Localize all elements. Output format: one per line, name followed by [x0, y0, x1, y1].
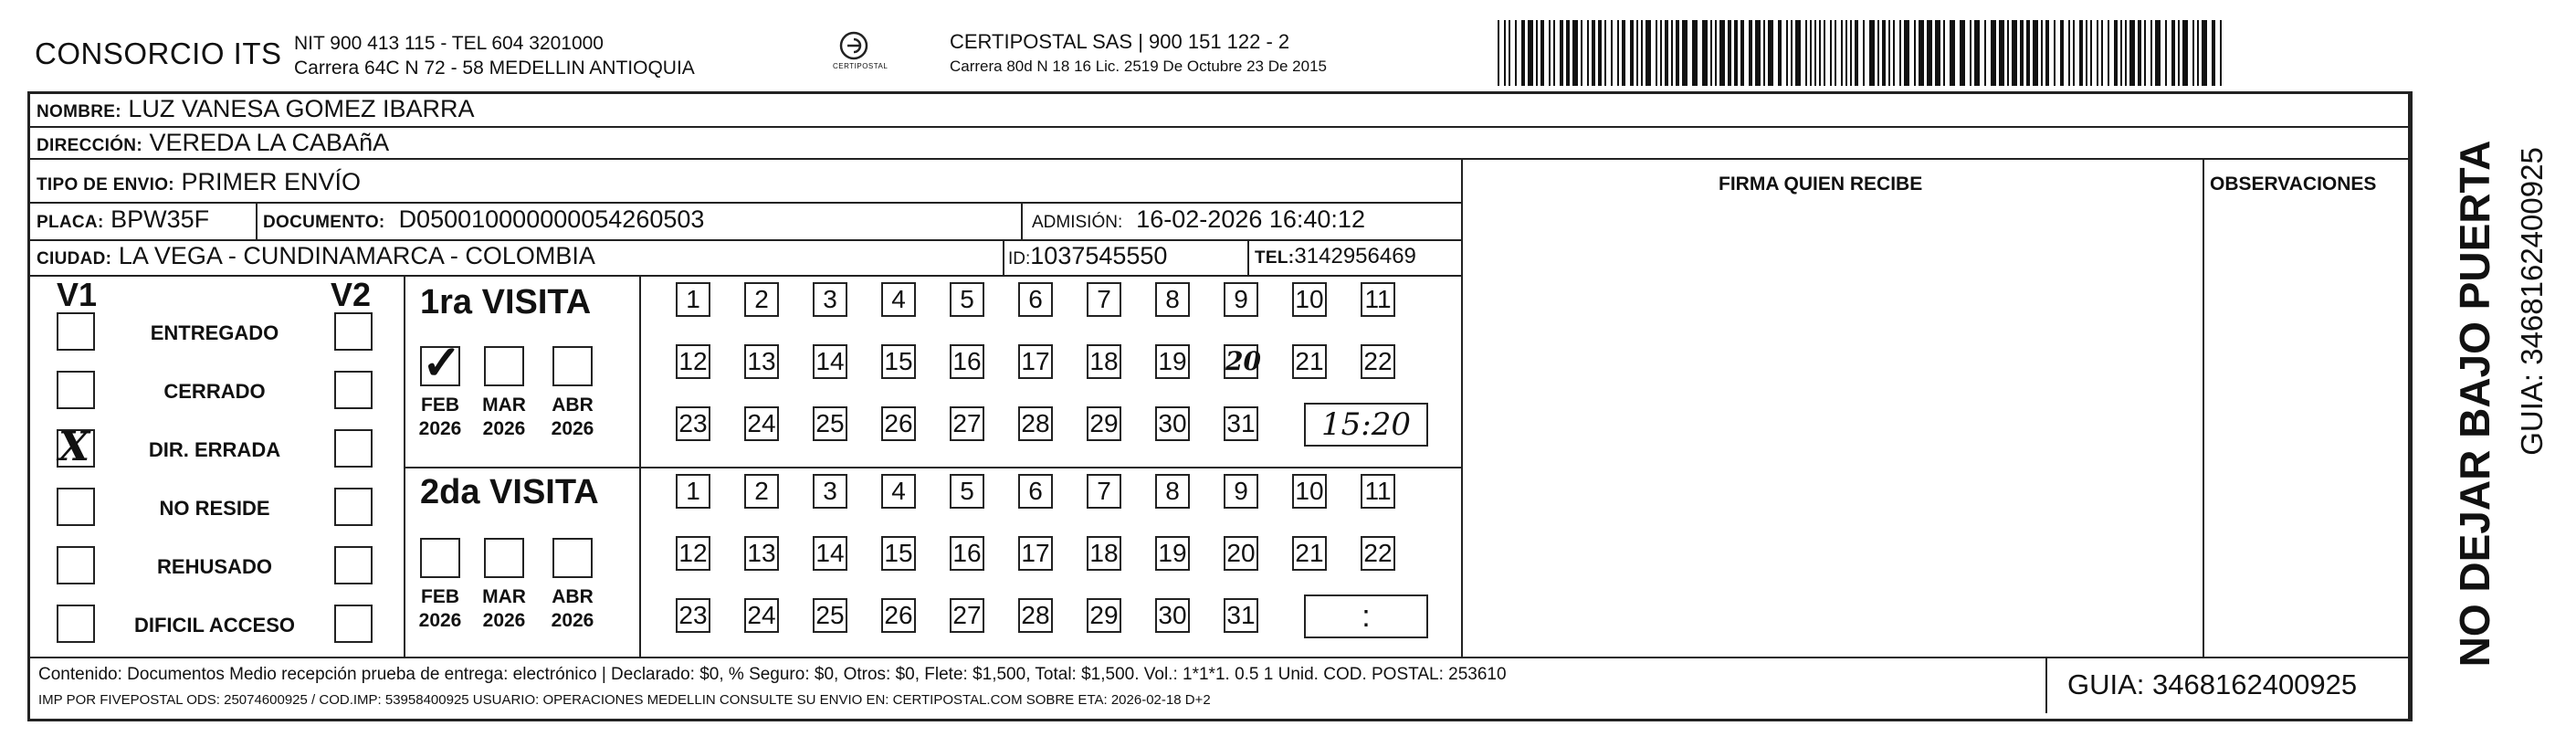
barcode-bar: [2101, 20, 2103, 86]
barcode-bar: [1702, 20, 1708, 86]
barcode-bar: [1553, 20, 1555, 86]
day-box: 24: [744, 406, 779, 441]
barcode-bar: [1795, 20, 1801, 86]
month-name: MAR: [482, 586, 526, 607]
month-name: MAR: [482, 395, 526, 416]
admision-field: ADMISIÓN: 16-02-2026 16:40:12: [1032, 205, 1365, 233]
month-name: ABR: [552, 395, 594, 416]
barcode-bar: [1515, 20, 1517, 86]
barcode-bar: [2097, 20, 2098, 86]
status-option-label: DIFICIL ACCESO: [133, 614, 295, 637]
barcode-bar: [1943, 20, 1945, 86]
month-year: 2026: [482, 418, 526, 439]
certi-line2: Carrera 80d N 18 16 Lic. 2519 De Octubre 23 De 2015: [950, 58, 1327, 75]
status-option-label: NO RESIDE: [159, 497, 270, 520]
barcode-bar: [1814, 20, 1816, 86]
direccion-field: DIRECCIÓN: VEREDA LA CABAñA: [37, 129, 390, 156]
barcode-bar: [2212, 20, 2215, 86]
day-box: 22: [1361, 344, 1395, 379]
certipostal-info: [950, 29, 1327, 79]
v2-checkbox: [334, 312, 373, 351]
barcode-bar: [1598, 20, 1602, 86]
row-divider: [27, 126, 2411, 128]
month-year: 2026: [482, 610, 526, 631]
month-label: [477, 394, 531, 441]
barcode-bar: [1869, 20, 1875, 86]
day-box: 7: [1087, 282, 1121, 317]
v1-checkbox: [57, 605, 95, 643]
barcode-bar: [1768, 20, 1773, 86]
barcode-bar: [2178, 20, 2180, 86]
v2-label: V2: [331, 276, 372, 313]
barcode-bar: [1960, 20, 1965, 86]
v1-handwritten-mark: X: [58, 424, 90, 470]
day-box: 30: [1155, 598, 1190, 633]
col-divider: [1247, 239, 1249, 275]
barcode-bar: [1728, 20, 1731, 86]
barcode-bar: [1630, 20, 1634, 86]
barcode-bar: [1572, 20, 1578, 86]
placa-field: PLACA: BPW35F: [37, 205, 210, 233]
month-label: [413, 585, 468, 633]
ciudad-field: CIUDAD: LA VEGA - CUNDINAMARCA - COLOMBIA: [37, 242, 595, 269]
barcode-bar: [1617, 20, 1619, 86]
month-label: [545, 394, 600, 441]
barcode-bar: [1665, 20, 1668, 86]
barcode-bar: [2138, 20, 2141, 86]
col-divider: [2411, 91, 2413, 721]
day-box: 9: [1224, 282, 1258, 317]
status-option-label: DIR. ERRADA: [148, 438, 281, 461]
barcode-bar: [1805, 20, 1807, 86]
barcode-bar: [1845, 20, 1847, 86]
barcode-bar: [2041, 20, 2043, 86]
day-box: 4: [881, 474, 916, 509]
barcode-bar: [2060, 20, 2064, 86]
time-box: :: [1304, 594, 1428, 638]
day-box: 1: [676, 282, 710, 317]
day-box: 8: [1155, 474, 1190, 509]
day-box: 12: [676, 344, 710, 379]
v1-checkbox: [57, 488, 95, 526]
day-box: 18: [1087, 344, 1121, 379]
barcode-bar: [2197, 20, 2199, 86]
col-divider: [1461, 158, 1463, 657]
barcode-bar: [2120, 20, 2122, 86]
day-box: 21: [1292, 536, 1327, 571]
barcode-bar: [1919, 20, 1924, 86]
day-box: 4: [881, 282, 916, 317]
nit-line: NIT 900 413 115 - TEL 604 3201000: [294, 33, 604, 54]
barcode-bar: [1877, 20, 1879, 86]
day-box: 6: [1018, 474, 1053, 509]
barcode-bar: [1656, 20, 1657, 86]
barcode-bar: [1521, 20, 1525, 86]
col-divider: [404, 275, 405, 657]
day-box: 11: [1361, 474, 1395, 509]
barcode-bar: [2129, 20, 2135, 86]
guia-footer: GUIA: 3468162400925: [2045, 658, 2403, 713]
col-divider: [1003, 239, 1004, 275]
barcode-bar: [1592, 20, 1595, 86]
barcode-bar: [2165, 20, 2167, 86]
col-divider: [256, 202, 258, 239]
barcode-bar: [1719, 20, 1725, 86]
row-divider: [404, 467, 1461, 468]
day-box: 3: [813, 282, 847, 317]
barcode-bar: [1970, 20, 1971, 86]
barcode-bar: [2045, 20, 2049, 86]
visit1-title: 1ra VISITA: [420, 283, 592, 321]
barcode-bar: [1991, 20, 1996, 86]
day-box: 9: [1224, 474, 1258, 509]
barcode-bar: [1749, 20, 1752, 86]
tel-field: TEL:3142956469: [1255, 244, 1416, 268]
day-box: 10: [1292, 282, 1327, 317]
v2-checkbox: [334, 488, 373, 526]
barcode-bar: [1810, 20, 1812, 86]
day-box: 10: [1292, 474, 1327, 509]
barcode-bar: [1710, 20, 1712, 86]
barcode-bar: [1830, 20, 1832, 86]
month-year: 2026: [418, 610, 462, 631]
status-option-label: CERRADO: [163, 380, 266, 403]
day-box: 16: [950, 344, 984, 379]
day-box: 23: [676, 406, 710, 441]
barcode-bar: [1786, 20, 1788, 86]
id-field: ID:1037545550: [1008, 242, 1168, 269]
barcode-bar: [2108, 20, 2109, 86]
barcode-bar: [1791, 20, 1793, 86]
day-box: 13: [744, 344, 779, 379]
barcode-bar: [1715, 20, 1717, 86]
month-name: FEB: [421, 395, 459, 416]
month-name: ABR: [552, 586, 594, 607]
barcode-bar: [1676, 20, 1679, 86]
day-box: 15: [881, 536, 916, 571]
visit2-title: 2da VISITA: [420, 473, 599, 511]
side-guia: GUIA: 3468162400925: [2515, 147, 2549, 456]
barcode-bar: [2182, 20, 2188, 86]
barcode-bar: [1504, 20, 1506, 86]
barcode-bar: [1740, 20, 1744, 86]
barcode-bar: [1755, 20, 1761, 86]
barcode-bar: [1778, 20, 1782, 86]
barcode-bar: [1540, 20, 1544, 86]
barcode-bar: [2114, 20, 2118, 86]
barcode-bar: [2202, 20, 2207, 86]
barcode-bar: [2155, 20, 2161, 86]
month-label: [477, 585, 531, 633]
barcode-bar: [2020, 20, 2024, 86]
day-box: 23: [676, 598, 710, 633]
month-name: FEB: [421, 586, 459, 607]
row-divider: [27, 275, 1461, 277]
day-box: 16: [950, 536, 984, 571]
month-year: 2026: [551, 418, 594, 439]
barcode-bar: [1692, 20, 1698, 86]
barcode-bar: [1893, 20, 1895, 86]
barcode-bar: [1835, 20, 1836, 86]
day-box: 1: [676, 474, 710, 509]
barcode-bar: [1899, 20, 1901, 86]
barcode-bar: [1841, 20, 1843, 86]
documento-field: DOCUMENTO: D050010000000054260503: [263, 205, 705, 233]
barcode-bar: [1604, 20, 1606, 86]
barcode-bar: [1641, 20, 1643, 86]
barcode-bar: [1566, 20, 1570, 86]
day-box: 30: [1155, 406, 1190, 441]
day-box: 24: [744, 598, 779, 633]
barcode-bar: [2079, 20, 2083, 86]
day-box: 13: [744, 536, 779, 571]
month-label: [545, 585, 600, 633]
barcode-bar: [2068, 20, 2070, 86]
barcode-bar: [1560, 20, 1563, 86]
v2-checkbox: [334, 429, 373, 468]
barcode-bar: [2007, 20, 2009, 86]
month-checkbox: [420, 538, 460, 578]
day-box: 25: [813, 406, 847, 441]
barcode-bar: [2125, 20, 2127, 86]
month-checkmark-icon: ✓: [422, 335, 462, 391]
month-year: 2026: [418, 418, 462, 439]
barcode-bar: [1536, 20, 1538, 86]
observaciones-header: OBSERVACIONES: [2210, 174, 2377, 195]
barcode-bar: [1935, 20, 1940, 86]
no-dejar-warning: NO DEJAR BAJO PUERTA: [2451, 140, 2498, 668]
day-box: 31: [1224, 406, 1258, 441]
v2-checkbox: [334, 371, 373, 409]
day-box: 14: [813, 536, 847, 571]
barcode-bar: [1660, 20, 1662, 86]
barcode-bar: [1819, 20, 1821, 86]
day-box: 20: [1224, 344, 1258, 379]
barcode-bar: [1974, 20, 1980, 86]
day-box: 5: [950, 474, 984, 509]
day-box: 3: [813, 474, 847, 509]
barcode-bar: [1904, 20, 1909, 86]
day-box: 19: [1155, 344, 1190, 379]
day-box: 29: [1087, 406, 1121, 441]
address-line: Carrera 64C N 72 - 58 MEDELLIN ANTIOQUIA: [294, 58, 695, 79]
barcode-bar: [1581, 20, 1582, 86]
barcode-bar: [1850, 20, 1852, 86]
day-box: 14: [813, 344, 847, 379]
barcode-bar: [2171, 20, 2175, 86]
v1-checkbox: [57, 312, 95, 351]
barcode: [1498, 20, 2228, 86]
barcode-bar: [1863, 20, 1865, 86]
day-box: 27: [950, 598, 984, 633]
day-box: 26: [881, 406, 916, 441]
month-checkbox: [484, 346, 524, 386]
barcode-bar: [1636, 20, 1638, 86]
firma-header: FIRMA QUIEN RECIBE: [1719, 174, 1923, 195]
barcode-bar: [2012, 20, 2017, 86]
day-box: 28: [1018, 406, 1053, 441]
day-box: 26: [881, 598, 916, 633]
day-box: 2: [744, 282, 779, 317]
barcode-bar: [2090, 20, 2092, 86]
status-option-label: REHUSADO: [157, 555, 272, 578]
company-info: [294, 31, 695, 80]
day-box: 11: [1361, 282, 1395, 317]
barcode-bar: [1509, 20, 1510, 86]
barcode-bar: [2192, 20, 2194, 86]
barcode-bar: [1682, 20, 1688, 86]
barcode-bar: [1671, 20, 1673, 86]
day-box: 21: [1292, 344, 1327, 379]
barcode-bar: [1950, 20, 1955, 86]
status-option-label: ENTREGADO: [150, 321, 279, 344]
barcode-bar: [1984, 20, 1986, 86]
month-checkbox: [552, 538, 593, 578]
barcode-bar: [1927, 20, 1932, 86]
v2-checkbox: [334, 546, 373, 584]
barcode-bar: [1882, 20, 1886, 86]
barcode-bar: [1999, 20, 2004, 86]
day-box: 27: [950, 406, 984, 441]
v1-checkbox: [57, 371, 95, 409]
day-box: 17: [1018, 536, 1053, 571]
col-divider: [639, 275, 641, 657]
form-frame: [27, 91, 2411, 721]
barcode-bar: [1824, 20, 1825, 86]
day-box: 20: [1224, 536, 1258, 571]
tipo-envio-field: TIPO DE ENVIO: PRIMER ENVÍO: [37, 168, 361, 195]
day-box: 25: [813, 598, 847, 633]
month-checkbox: [552, 346, 593, 386]
barcode-bar: [1763, 20, 1765, 86]
v2-checkbox: [334, 605, 373, 643]
v1-checkbox: [57, 546, 95, 584]
barcode-bar: [1914, 20, 1916, 86]
barcode-bar: [2150, 20, 2152, 86]
barcode-bar: [2220, 20, 2222, 86]
day-box: 6: [1018, 282, 1053, 317]
month-checkbox: [484, 538, 524, 578]
footer-content-line: Contenido: Documentos Medio recepción prueba de entrega: electrónico | Declarado: $0, % Seguro: $0, Otros: $0, Flete: $1,500, Total: $1,500. Vol.: 1*1*1. 0.5 1 Unid. COD. POSTAL: 253610: [38, 665, 1507, 684]
day-box: 2: [744, 474, 779, 509]
row-divider: [27, 239, 1461, 241]
row-divider: [27, 158, 2411, 160]
month-year: 2026: [551, 610, 594, 631]
col-divider: [2203, 158, 2204, 657]
day-box: 7: [1087, 474, 1121, 509]
company-name: CONSORCIO ITS: [35, 37, 282, 70]
time-box: 15:20: [1304, 403, 1428, 447]
barcode-bar: [2033, 20, 2038, 86]
day-box: 17: [1018, 344, 1053, 379]
day-box: 12: [676, 536, 710, 571]
barcode-bar: [1855, 20, 1858, 86]
logo-text: CERTIPOSTAL: [833, 62, 888, 70]
barcode-bar: [1888, 20, 1890, 86]
day-box: 28: [1018, 598, 1053, 633]
barcode-bar: [2144, 20, 2146, 86]
month-label: [413, 394, 468, 441]
day-box: 22: [1361, 536, 1395, 571]
day-box: 31: [1224, 598, 1258, 633]
day-box: 15: [881, 344, 916, 379]
day-box: 29: [1087, 598, 1121, 633]
barcode-bar: [2086, 20, 2087, 86]
barcode-bar: [1622, 20, 1625, 86]
barcode-bar: [1549, 20, 1551, 86]
barcode-bar: [1734, 20, 1738, 86]
day-box: 8: [1155, 282, 1190, 317]
barcode-bar: [2073, 20, 2075, 86]
nombre-field: NOMBRE: LUZ VANESA GOMEZ IBARRA: [37, 95, 475, 122]
barcode-bar: [2026, 20, 2030, 86]
v1-label: V1: [57, 276, 98, 313]
day-box: 19: [1155, 536, 1190, 571]
day-box: 5: [950, 282, 984, 317]
row-divider: [27, 202, 1461, 204]
certi-line1: CERTIPOSTAL SAS | 900 151 122 - 2: [950, 30, 1290, 53]
col-divider: [1021, 202, 1023, 239]
barcode-bar: [1587, 20, 1589, 86]
barcode-bar: [1611, 20, 1613, 86]
day-box: 18: [1087, 536, 1121, 571]
barcode-bar: [1498, 20, 1499, 86]
footer-imp-line: IMP POR FIVEPOSTAL ODS: 25074600925 / COD.IMP: 53958400925 USUARIO: OPERACIONES MEDELLIN CONSULTE SU ENVIO EN: CERTIPOSTAL.COM SOBRE ETA: 2026-02-18 D+2: [38, 692, 1211, 708]
barcode-bar: [1528, 20, 1533, 86]
barcode-bar: [2054, 20, 2056, 86]
barcode-bar: [1645, 20, 1651, 86]
